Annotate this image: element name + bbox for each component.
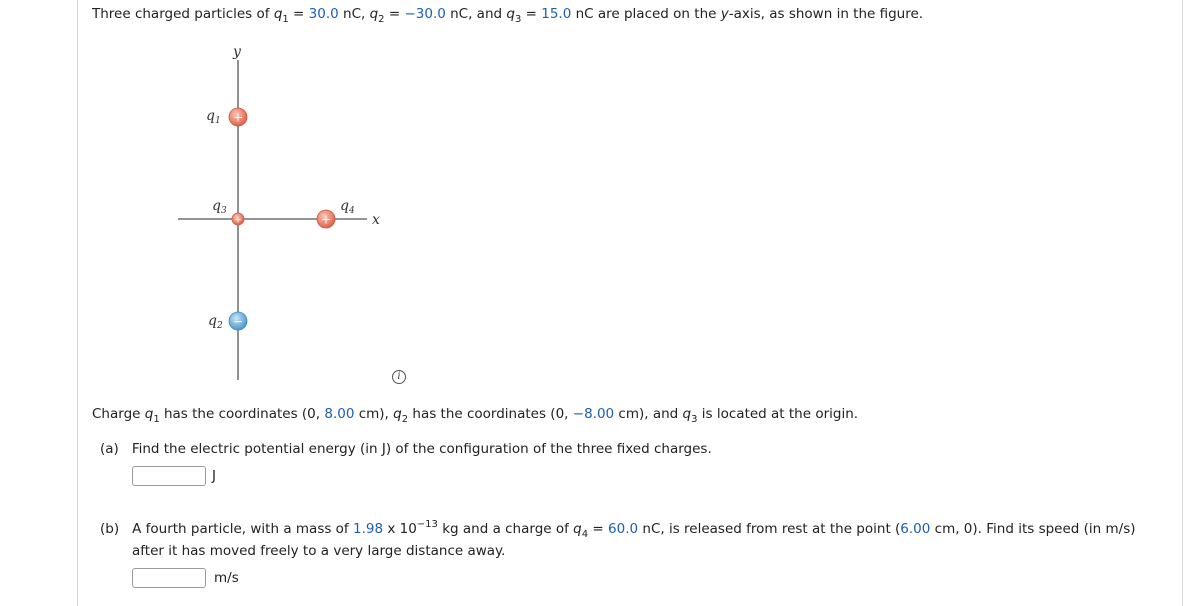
q2-symbol: q [369,6,379,22]
q2-value: −30.0 [404,6,446,22]
coordinates-statement: Charge $q_1$ has the coordinates (0, 8.00 cm), $q_2$ has the coordinates (0, −8.00 cm), and $q_3$ is located at the origin. [92,406,859,425]
part-b-unit: m/s [214,570,239,586]
q4-value: 60.0 [608,521,639,537]
q1-plus-sign: + [232,110,244,125]
q2-y-coordinate: −8.00 [572,406,615,422]
part-b-label: (b) [100,521,120,537]
info-icon[interactable]: i [392,370,406,384]
part-a-unit: J [212,468,216,484]
x-axis-label: x [372,212,380,228]
part-a-question: (a) Find the electric potential energy (in J) of the configuration of the three fixed charges. [100,441,712,457]
mass-exponent: −13 [416,519,438,530]
y-axis-label: y [233,44,241,60]
charge-figure [170,38,430,398]
q3-value: 15.0 [541,6,572,22]
q1-symbol: q [273,6,283,22]
part-b-answer-input[interactable] [132,568,206,588]
q1-label: $q_1$ [206,108,221,126]
part-b-question-line2: after it has moved freely to a very large distance away. [132,543,506,559]
point-x-value: 6.00 [900,521,931,537]
part-a-label: (a) [100,441,119,457]
mass-mantissa: 1.98 [352,521,384,537]
q2-minus-sign: − [232,314,244,329]
left-border [77,0,78,606]
q3-plus-sign: + [234,215,242,226]
right-border [1182,0,1183,606]
problem-intro: Three charged particles of $q_1 = 30.0$ nC, $q_2 = -30.0$ nC, and $q_3 = 15.0$ nC are placed on the y-axis, as shown in the figure. [92,6,924,25]
part-b-question: (b) A fourth particle, with a mass of 1.98 x $10^{-13}$ kg and a charge of $q_4 = 60.0$ nC, is released from rest at the point (6.00 cm, 0). Find its speed (in m/s) [100,519,1136,540]
q4-plus-sign: + [320,212,332,227]
q1-value: 30.0 [308,6,339,22]
part-a-answer-input[interactable] [132,466,206,486]
q4-label: $q_4$ [340,198,355,216]
q2-label: $q_2$ [208,313,223,331]
q3-symbol: q [506,6,515,22]
q3-label: $q_3$ [212,198,227,216]
q1-y-coordinate: 8.00 [324,406,355,422]
